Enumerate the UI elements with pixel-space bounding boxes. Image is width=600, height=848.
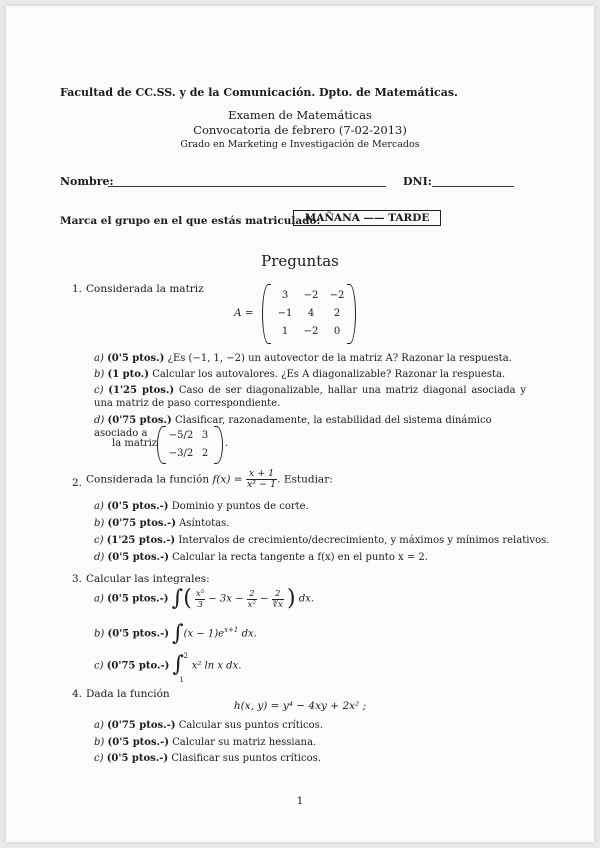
item-letter: b) bbox=[94, 737, 105, 748]
item-letter: a) bbox=[94, 501, 104, 512]
integral-symbol: ∫ bbox=[172, 652, 184, 677]
integral-symbol: ∫ bbox=[172, 621, 184, 646]
page-number: 1 bbox=[296, 795, 304, 807]
item-text: Calcular su matriz hessiana. bbox=[172, 737, 317, 748]
item-letter: d) bbox=[94, 415, 105, 426]
matrix-cell: 3 bbox=[281, 290, 289, 301]
q4-item-b bbox=[94, 736, 316, 749]
item-points: (0'75 ptos.-) bbox=[107, 518, 176, 529]
item-text: Clasificar sus puntos críticos. bbox=[171, 753, 321, 764]
item-points: (0'75 ptos.) bbox=[107, 415, 172, 426]
frac-den: 3 bbox=[197, 599, 203, 610]
q4-number: 4. bbox=[72, 688, 83, 700]
item-letter: a) bbox=[94, 720, 104, 731]
q2-fraction bbox=[246, 469, 277, 490]
item-points: (0'5 ptos.-) bbox=[107, 737, 169, 748]
period: . bbox=[225, 438, 229, 449]
item-points: (1 pto.) bbox=[107, 369, 149, 380]
q2-number: 2. bbox=[72, 477, 83, 489]
section-title: Preguntas bbox=[261, 252, 339, 270]
name-field[interactable] bbox=[108, 186, 386, 187]
item-letter: a) bbox=[94, 353, 104, 364]
matrix-cell: 2 bbox=[333, 308, 341, 319]
faculty-header: Facultad de CC.SS. y de la Comunicación. Dpto. de Matemáticas. bbox=[60, 86, 458, 99]
q3a-middle: − 3x − bbox=[208, 593, 244, 605]
q1-number: 1. bbox=[72, 283, 83, 295]
q1-item-a bbox=[94, 352, 534, 365]
q3a-frac2 bbox=[247, 589, 257, 610]
matrix-cell: −2 bbox=[329, 290, 345, 301]
q2-function-name: f(x) = bbox=[212, 473, 243, 486]
item-letter: b) bbox=[94, 628, 105, 640]
matrix-cell: 1 bbox=[281, 326, 289, 337]
matrix-cell: −5/2 bbox=[168, 430, 194, 441]
q1-item-b bbox=[94, 368, 534, 381]
q1-intro: Considerada la matriz bbox=[86, 283, 204, 295]
q2-item-c bbox=[94, 534, 549, 547]
item-text: Caso de ser diagonalizable, hallar una matriz diagonal asociada y una matriz de paso correspondiente. bbox=[94, 385, 526, 409]
q3-intro: Calcular las integrales: bbox=[86, 573, 210, 585]
matrix-cell: −1 bbox=[277, 308, 293, 319]
q3-item-b bbox=[94, 623, 257, 645]
q2-item-b bbox=[94, 517, 229, 530]
group-selector[interactable]: MAÑANA —— TARDE bbox=[293, 210, 441, 226]
lower-limit: 1 bbox=[179, 676, 184, 684]
item-text: ¿Es (−1, 1, −2) un autovector de la matriz A? Razonar la respuesta. bbox=[167, 353, 512, 364]
item-points: (0'5 ptos.-) bbox=[107, 501, 169, 512]
group-prompt: Marca el grupo en el que estás matriculado: bbox=[60, 215, 321, 227]
q3c-expression: x² ln x dx. bbox=[191, 660, 242, 672]
item-points: (0'5 ptos.-) bbox=[106, 753, 169, 764]
q3a-frac3 bbox=[272, 589, 284, 610]
item-points: (0'75 pto.-) bbox=[106, 660, 170, 672]
degree-name: Grado en Marketing e Investigación de Mercados bbox=[180, 139, 420, 150]
item-text: Calcular la recta tangente a f(x) en el punto x = 2. bbox=[172, 552, 428, 563]
exam-convocatoria: Convocatoria de febrero (7-02-2013) bbox=[193, 123, 407, 137]
frac-num: x⁵ bbox=[195, 588, 205, 599]
q2-numerator: x + 1 bbox=[246, 469, 277, 480]
matrix-cell: 4 bbox=[307, 308, 315, 319]
frac-den: ∜x bbox=[272, 599, 283, 610]
item-letter: d) bbox=[94, 552, 105, 563]
item-points: (0'5 ptos.-) bbox=[107, 628, 169, 640]
q4-intro: Dada la función bbox=[86, 688, 170, 700]
item-text: Asíntotas. bbox=[179, 518, 230, 529]
q3b-dx: dx. bbox=[241, 628, 257, 640]
matrix-cell: 0 bbox=[333, 326, 341, 337]
q1-matrix bbox=[262, 284, 356, 344]
left-paren: ( bbox=[183, 586, 192, 611]
frac-num: 2 bbox=[247, 589, 257, 600]
q4-formula: h(x, y) = y⁴ − 4xy + 2x² ; bbox=[233, 700, 367, 712]
q2-item-d bbox=[94, 551, 428, 564]
item-text: Dominio y puntos de corte. bbox=[171, 501, 309, 512]
q2-denominator: x² − 1 bbox=[246, 479, 277, 490]
frac-den: x² bbox=[247, 599, 256, 610]
exam-title: Examen de Matemáticas bbox=[228, 108, 372, 122]
item-text: Clasificar, razonadamente, la estabilidad del sistema dinámico asociado a bbox=[94, 415, 492, 439]
item-letter: c) bbox=[94, 385, 104, 396]
name-label: Nombre: bbox=[60, 175, 114, 188]
matrix-cell: −3/2 bbox=[168, 448, 194, 459]
item-letter: b) bbox=[94, 518, 105, 529]
item-points: (0'5 ptos.-) bbox=[107, 593, 169, 605]
q2-intro-text: Considerada la función bbox=[86, 473, 210, 486]
item-letter: b) bbox=[94, 369, 105, 380]
q1-item-d-matrix-text: la matriz bbox=[112, 438, 158, 449]
integral-symbol: ∫ bbox=[171, 586, 184, 611]
item-letter: c) bbox=[94, 753, 104, 764]
item-points: (0'5 ptos.-) bbox=[107, 552, 169, 563]
item-points: (1'25 ptos.-) bbox=[106, 535, 176, 546]
q4-item-c bbox=[94, 752, 321, 765]
q3-number: 3. bbox=[72, 573, 83, 585]
matrix-cell: 3 bbox=[201, 430, 209, 441]
q3a-frac1 bbox=[195, 589, 205, 610]
q2-item-a bbox=[94, 500, 309, 513]
item-points: (0'75 ptos.-) bbox=[107, 720, 176, 731]
matrix-cell: −2 bbox=[303, 326, 319, 337]
q4-item-a bbox=[94, 719, 323, 732]
dni-field[interactable] bbox=[432, 186, 514, 187]
q3b-expression: (x − 1)e bbox=[183, 628, 225, 640]
upper-limit: 2 bbox=[183, 652, 188, 660]
q1-matrix-label: A = bbox=[234, 307, 254, 319]
q2-after: . Estudiar: bbox=[277, 473, 333, 486]
exam-page bbox=[6, 6, 594, 842]
item-points: (0'5 ptos.) bbox=[107, 353, 165, 364]
q1-matrix-d bbox=[157, 426, 223, 464]
matrix-cell: −2 bbox=[303, 290, 319, 301]
item-text: Calcular sus puntos críticos. bbox=[178, 720, 323, 731]
q3a-dx: dx. bbox=[298, 593, 315, 605]
q3-item-c bbox=[94, 652, 242, 684]
item-points: (1'25 ptos.) bbox=[108, 385, 175, 396]
dni-label: DNI: bbox=[403, 175, 432, 188]
q3-item-a: a) (0'5 ptos.-) ∫( $\frac{\text{x⁵}}{3}$ − 3x − $\frac{2}{\text{x²}}$ − $\frac{2}{∜x}$ ) dx. bbox=[94, 586, 315, 611]
item-letter: c) bbox=[94, 535, 104, 546]
frac-num: 2 bbox=[272, 589, 284, 600]
item-text: Calcular los autovalores. ¿Es A diagonalizable? Razonar la respuesta. bbox=[152, 369, 506, 380]
matrix-cell: 2 bbox=[201, 448, 209, 459]
q3b-exponent: x+1 bbox=[224, 626, 239, 635]
item-text: Intervalos de crecimiento/decrecimiento, y máximos y mínimos relativos. bbox=[178, 535, 550, 546]
item-letter: a) bbox=[94, 593, 104, 605]
item-letter: c) bbox=[94, 660, 104, 672]
q2-intro bbox=[86, 469, 333, 490]
q1-item-c bbox=[94, 384, 526, 410]
definite-integral bbox=[172, 652, 189, 684]
right-paren: ) bbox=[287, 586, 296, 611]
